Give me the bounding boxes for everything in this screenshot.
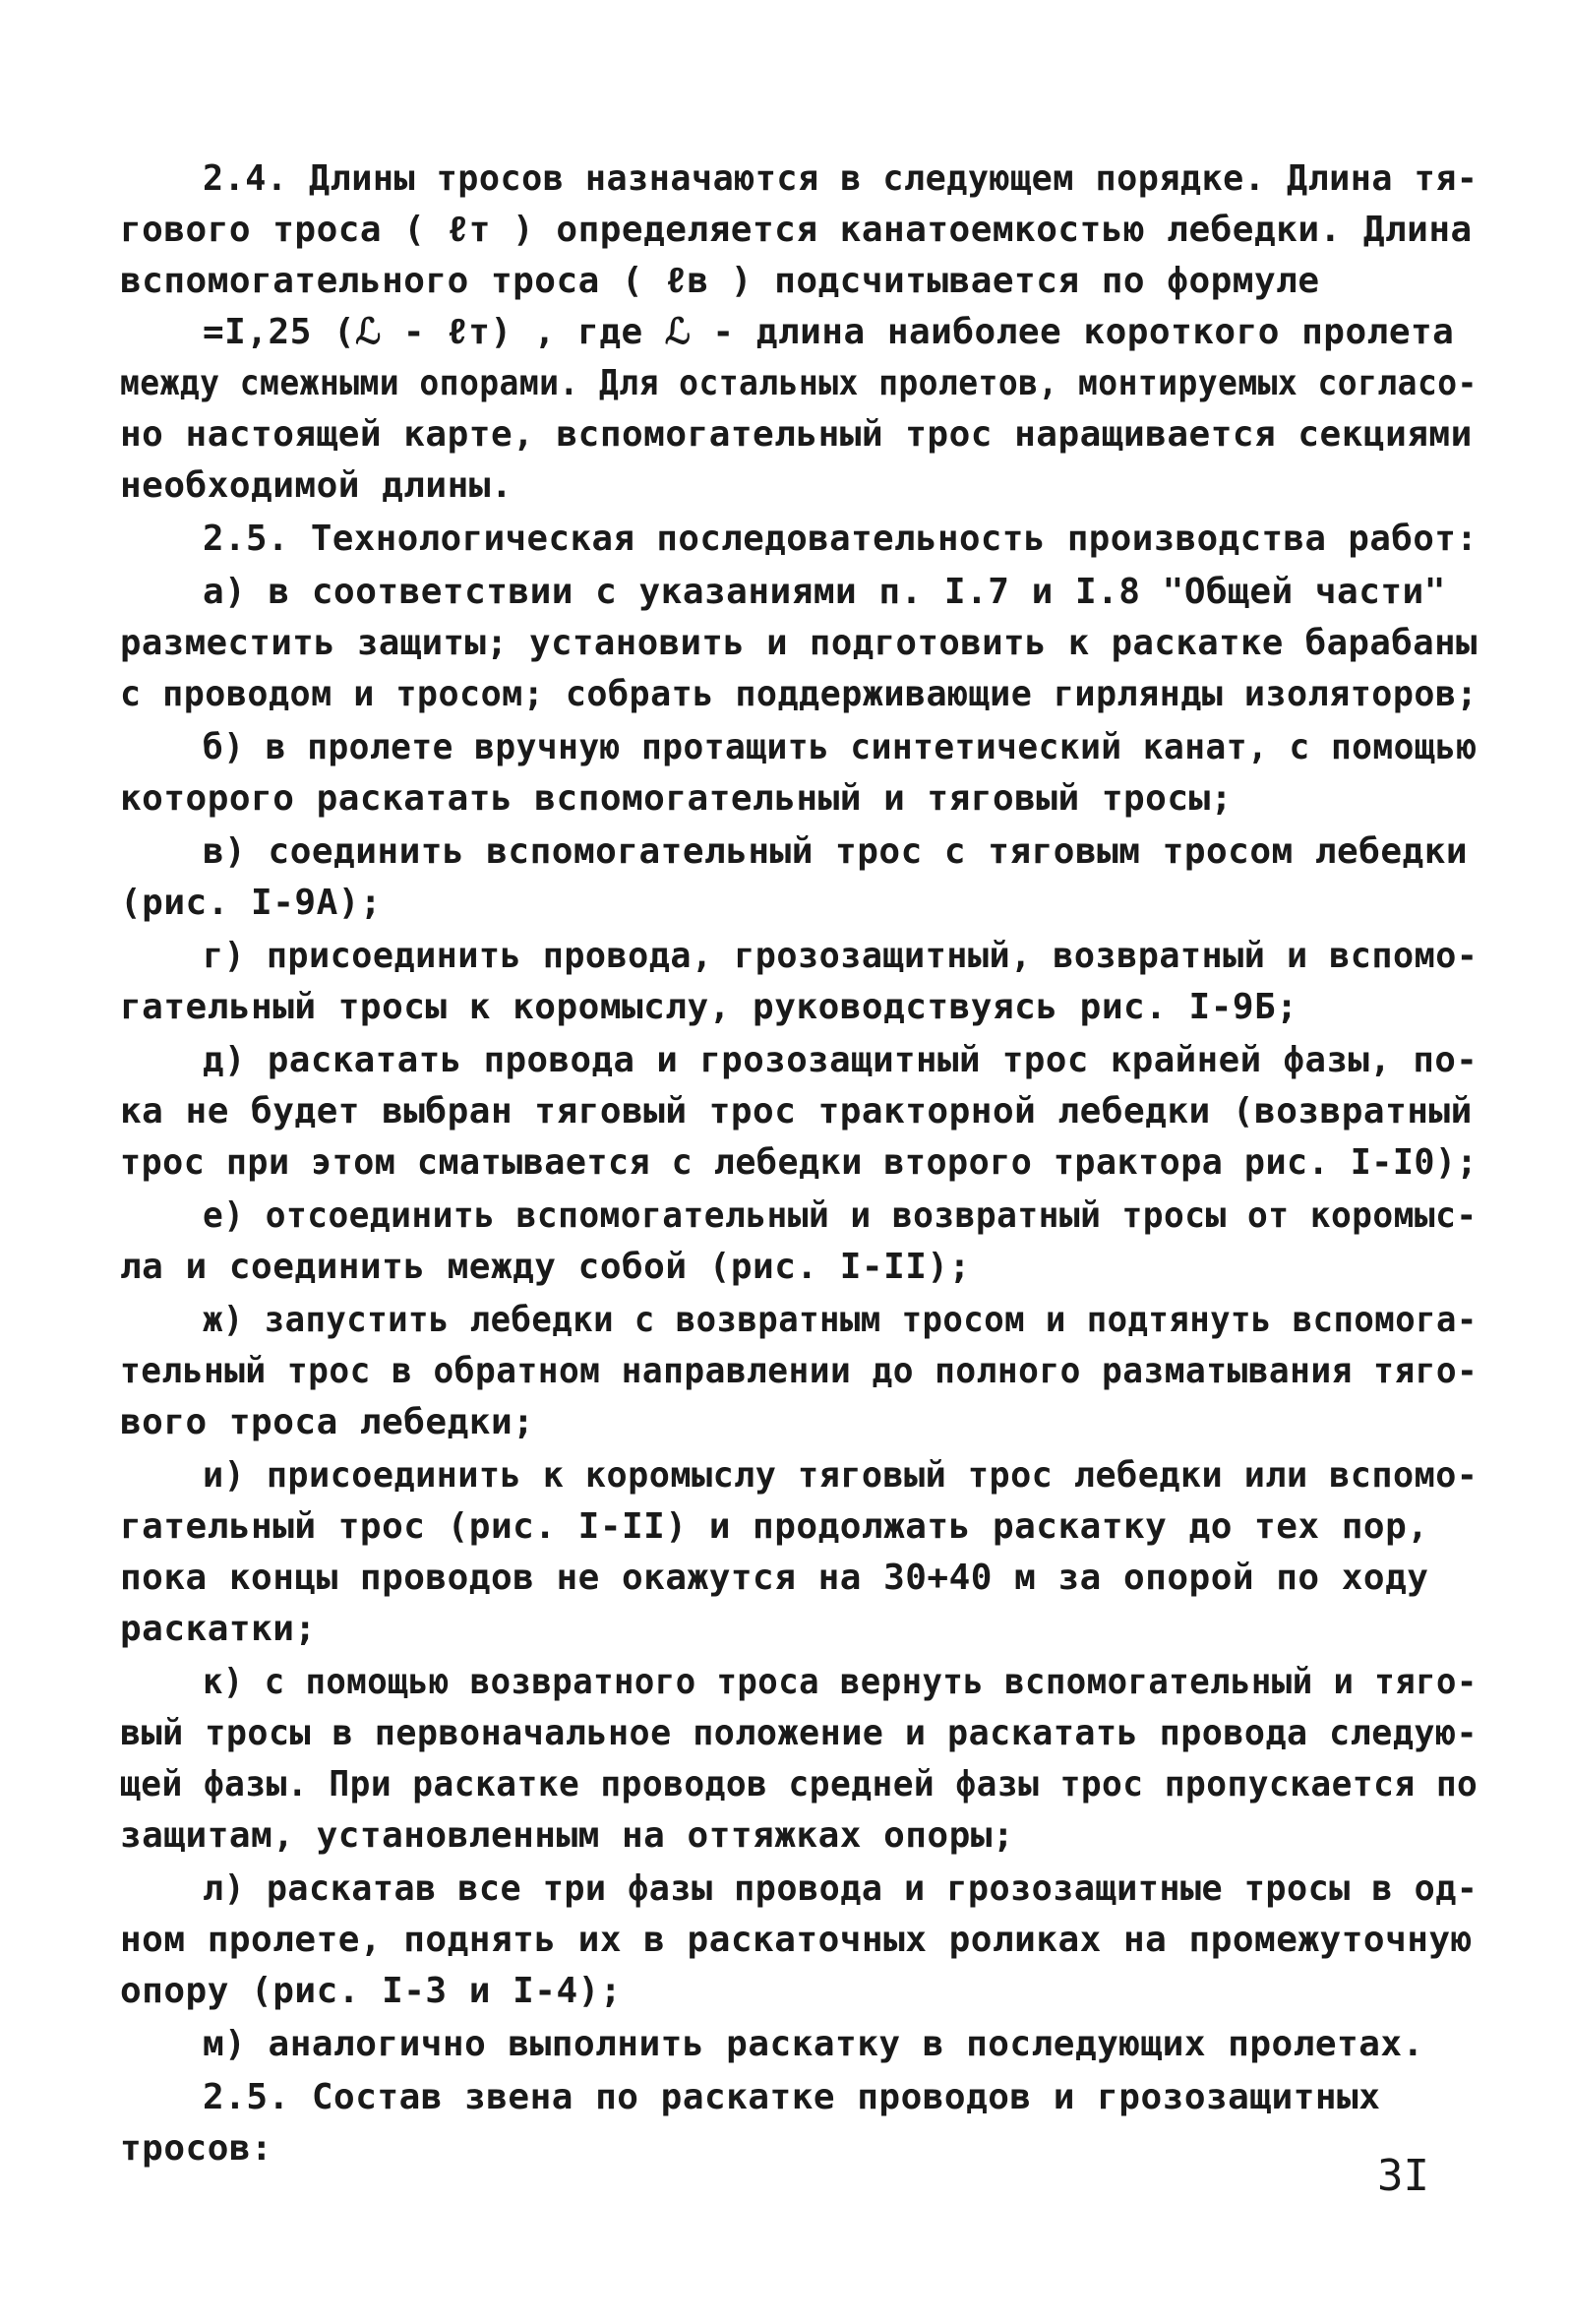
text-line: гового троса ( ℓт ) определяется канатоемкостью лебедки. Длина	[120, 210, 1473, 250]
text-line: с проводом и тросом; собрать поддерживающие гирлянды изоляторов;	[120, 674, 1478, 714]
text-line: раскатки;	[120, 1609, 317, 1649]
text-line: к) с помощью возвратного троса вернуть вспомогательный и тяго-	[203, 1662, 1478, 1702]
text-line: 2.5. Состав звена по раскатке проводов и грозозащитных	[203, 2077, 1381, 2117]
text-line: е) отсоединить вспомогательный и возвратный тросы от коромыс-	[203, 1195, 1478, 1236]
text-line: 2.4. Длины тросов назначаются в следующем порядке. Длина тя-	[203, 158, 1478, 199]
text-line: гательный трос (рис. I-II) и продолжать раскатку до тех пор,	[120, 1506, 1429, 1547]
text-line: б) в пролете вручную протащить синтетический канат, с помощью	[203, 727, 1478, 767]
text-line: ка не будет выбран тяговый трос тракторной лебедки (возвратный	[120, 1091, 1473, 1131]
text-line: г) присоединить провода, грозозащитный, возвратный и вспомо-	[203, 936, 1478, 976]
text-line: в) соединить вспомогательный трос с тяговым тросом лебедки	[203, 831, 1469, 872]
text-line: д) раскатать провода и грозозащитный трос крайней фазы, по-	[203, 1040, 1478, 1080]
text-line: разместить защиты; установить и подготовить к раскатке барабаны	[120, 623, 1478, 663]
text-line: вого троса лебедки;	[120, 1402, 535, 1442]
text-line: которого раскатать вспомогательный и тяговый тросы;	[120, 778, 1233, 819]
text-line: ж) запустить лебедки с возвратным тросом и подтянуть вспомога-	[203, 1300, 1478, 1340]
text-line: необходимой длины.	[120, 465, 513, 506]
text-line: вый тросы в первоначальное положение и раскатать провода следую-	[120, 1713, 1478, 1753]
text-line: вспомогательного троса ( ℓв ) подсчитывается по формуле	[120, 261, 1320, 301]
text-line: ла и соединить между собой (рис. I-II);	[120, 1247, 971, 1287]
text-line: щей фазы. При раскатке проводов средней фазы трос пропускается по	[120, 1764, 1478, 1804]
text-line: но настоящей карте, вспомогательный трос наращивается секциями	[120, 414, 1473, 455]
text-line: и) присоединить к коромыслу тяговый трос лебедки или вспомо-	[203, 1455, 1478, 1496]
text-line: (рис. I-9А);	[120, 883, 383, 923]
text-line: =I,25 (ℒ - ℓт) , где ℒ - длина наиболее короткого пролета	[203, 312, 1455, 352]
text-line: между смежными опорами. Для остальных пролетов, монтируемых согласо-	[120, 363, 1478, 403]
text-line: защитам, установленным на оттяжках опоры;	[120, 1815, 1015, 1856]
text-line: м) аналогично выполнить раскатку в последующих пролетах.	[203, 2024, 1424, 2064]
text-line: гательный тросы к коромыслу, руководствуясь рис. I-9Б;	[120, 987, 1298, 1027]
text-line: тельный трос в обратном направлении до полного разматывания тяго-	[120, 1351, 1478, 1391]
text-line: л) раскатав все три фазы провода и грозозащитные тросы в од-	[203, 1868, 1478, 1909]
text-line: опору (рис. I-3 и I-4);	[120, 1971, 622, 2011]
text-line: ном пролете, поднять их в раскаточных роликах на промежуточную	[120, 1920, 1473, 1960]
text-line: 2.5. Технологическая последовательность производства работ:	[203, 519, 1478, 559]
text-line: а) в соответствии с указаниями п. I.7 и I.8 "Общей части"	[203, 572, 1446, 612]
page-number: 3I	[1377, 2151, 1429, 2201]
text-line: пока концы проводов не окажутся на 30+40 м за опорой по ходу	[120, 1558, 1429, 1598]
text-line: тросов:	[120, 2128, 273, 2169]
text-line: трос при этом сматывается с лебедки второго трактора рис. I-I0);	[120, 1142, 1478, 1183]
